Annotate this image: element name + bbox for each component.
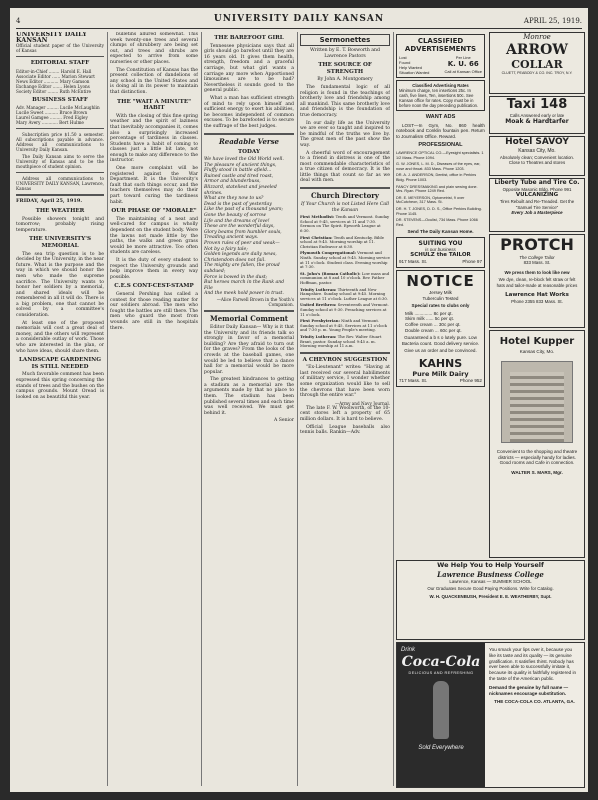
notice-milk-ad: NOTICE Jersey Milk Tuberculin Tested Special rates to clubs only Milk .............. 8c per qt. Skim milk ...... 5c per qt. Coffee cream ... 30c per qt. Double cream ... 60c per qt. Guaranteed a b s o lutely pure. Low Bacteria count. Good delivery service. Give us an order and be convinced. KAHNS Pure Milk Dairy 717 Mass. St. Phone 952 <box>396 270 485 387</box>
church-entry: Trinity Lutheran: The Rev. Walter Stuart Brant, pastor. Sunday school 9:45 a. m. Morning worship at 11 a.m. <box>300 333 382 349</box>
running-header <box>16 12 582 29</box>
editorial-staff-list: Editor-in-Chief ........ Harold E. Hall Associate Editor ...... Marion Stewart News Editor ........... Mary Gamson Exchange Editor ....... Helen Lyons Society Editor ........ Ruth McEntire <box>16 68 95 94</box>
schulz-tailor-ad: SUITING YOU is our business SCHULZ the TAILOR 917 Mass. St. Phone 97 <box>396 237 485 268</box>
church-entry: St. John's (Roman Catholic): Low mass and communion at 8 and 10 o'clock. Rev. Father Hoffman, pastor. <box>300 270 390 285</box>
verse-body: We have loved the Old World well. The pleasure of ancient things, Fluffy stood in battle afield... Ruined castle and tired roast, Armor and blunderbuss, Blizzard, stateliest and jeweled shrines. What are they now to us? Dead is the past of yesterday Like the past of a thousand years; Gone the beauty of sorrow Life and the dreams of love! These are the wonderful days, Glory beams from humbler souls, Treading ancient ways. Proven rules of peer and weak— Not by a fairy tale; Golden legends are daily news, Christendom does not fail. The mighty are fallen, the proud subdued; Force is bowed in the dust; But heroes march in the Rank and File And the meek hold power in trust. <box>204 157 285 297</box>
sermonettes-heading: Sermonettes <box>300 34 390 46</box>
weather-text: Possible showers tonight and tomorrow; probably rising temperature. <box>16 216 104 233</box>
memorial-text-2: At least one of the proposed memorials will cost a great deal of money, and the others will represent a considerable outlay of work. Those who are interested in the plan, or who have ideas, should share them. <box>16 320 104 354</box>
chevron-text-2: The late F. W. Woolworth, of the 10-cent stores left a property of 65 million dollars. It is hard to believe. <box>300 405 390 423</box>
landscape-heading: LANDSCAPE GARDENING IS STILL NEEDED <box>19 357 101 370</box>
memorial-comment-sign: A Senior <box>273 418 294 424</box>
source-text: The fundamental logic of all religion is found in the teachings of brotherly love and friendship among all mankind. This same brotherly love and friendship is the foundation of true democracy. <box>300 84 390 118</box>
contest-heading: C.E.S CONT-CEST-STAMP <box>114 283 194 290</box>
landscape-text: Much favorable comment has been expressed this spring concerning the stands of trees and the bushes on the campus grounds. Mount Oread is looked on as beautiful this year. <box>16 372 104 400</box>
business-college-ad: We Help You to Help Yourself Lawrence Business College Lawrence, Kansas — SUMMER SCHOOL Our Graduates Secure Good Paying Positions. Write for Catalog. W. H. QUACKENBUSH, President E. E. WEATHERBY, Supt. <box>396 560 585 640</box>
memorial-comment-text-2: The greatest hindrances to getting a stadium as a memorial are the arguments made by that no place to them. The stadium has been published several times and each time was well received. We must get behind it. <box>204 377 294 416</box>
hotel-building-image <box>501 361 573 443</box>
business-staff-heading: BUSINESS STAFF <box>32 96 88 103</box>
coca-cola-copy: You smack your lips over it, because you like its taste and its quality — its genuine gratification. It satisfies thirst. Nobody has ever been able to successfully imitate it, because its quality is faithfully registered in the taste of the American public. <box>489 647 577 681</box>
chevron-text-3: Official League baseballs also tennis balls. Rankin—Adv. <box>300 424 390 436</box>
professional-list: LAWRENCE OPTICAL CO.—Eyesight specialists. 1 1/2 Mass. Phone 1094. G. W. JONES, L. M. D., Diseases of the eyes, ear, nose and throat. 833 Mass. Phone 1203. DR. A. J. ANDERSON, Dentist, office in Perkins Bldg. Phone 1003. FANCY DRESSMAKING and plain sewing done. Mrs. Ryan. Phone 1249 Red. DR. E. MEYERSON, Optometrist, 9 over McCutcheon, 317 Mass. St. DR. H. T. JONES, D. D. S., Office Perkins Building. Phone 1145. DR. STEVENS—Oculist, 734 Mass. Phone 1066 Red. <box>396 150 484 227</box>
habit-text: With the closing of this fine spring weather and the spirit of laziness that inevitably accompanies it, comes also a surprisingly increased percentage of tardiness in classes. Students have a habit of coming to classes just a little bit late, not enough to make any difference to the instructor. <box>110 113 198 164</box>
barefoot-text-2: What a man has sufficient strength of mind to rely upon himself and sufficient energy to exert his abilities, he becomes independent of common excuses. To be barefooted is to secure the suffrage of the best judges. <box>204 95 294 129</box>
newspaper-name: UNIVERSITY DAILY KANSAN <box>213 14 385 24</box>
chevron-credit: —Army and Navy Journal. <box>334 400 390 406</box>
business-staff-list: Adv. Manager ......... Lucile McLaughlin Lucile Sweet .......... Bruce Brown Laurel Gamgee ......... Fred Eigley Mary Avery ............ Bert Hulme <box>16 105 100 126</box>
protch-tailor-ad: PROTCH The College Tailor 833 Mass. St. We press them to look like new We dye, clean, re-block felt straw or felt hats and tailor-made at reasonable prices Lawrence Hat Works Phone 2355 833 Mass. St. <box>489 234 585 328</box>
church-directory-heading: Church Directory <box>310 191 380 201</box>
intro-text-2: The Constitution of Kansas has the present collection of dandelions of any school in the United States and is doing all in its power to maintain that distinction. <box>110 67 198 95</box>
memorial-comment-text: Editor Daily Kansan— Why is it that the University and its friends talk so strongly in favor of a memorial building? Are they afraid to turn out for the graves? From the looks of the crowds at the baseball games, one would be led to believe that a dance hall for a memorial would be more popular. <box>204 324 294 375</box>
church-entry: Trinity Lutheran: Thirteenth and New Hampshire. Sunday school at 9:45. Morning services at 11 o'clock. Luther League at 6:30. <box>300 286 389 301</box>
newspaper-page <box>10 8 588 792</box>
masthead-title: UNIVERSITY DAILY KANSAN <box>16 32 87 44</box>
memorial-comment-heading: Memorial Comment <box>209 313 289 323</box>
memorial-text: The sea trip question is to be decided by the University, in the near future. What is the purpose and the way in which we should honor the men who made the supreme sacrifice. The University wants to honor her soldiers by a memorial, and shared ideals will be remembered in all it will do. There is a big problem, one that cannot be solved by a committee's consideration. <box>16 251 104 319</box>
classified-categories: Lost Found Help Wanted Situation Wanted <box>399 55 430 75</box>
column-2 <box>110 32 198 786</box>
coca-cola-logo: Coca-Cola <box>401 654 481 670</box>
source-heading: THE SOURCE OF STRENGTH <box>318 62 372 75</box>
church-entry: First Methodist: Tenth and Vermont. Sunday School at 9:45, services at 11 and 7:30. Sermon on The Spirit. Epworth League at 6:30. <box>300 214 390 234</box>
classified-contact: Per Line K. U. 66 Call at Kansan Office <box>444 55 482 74</box>
church-entry: First Presbyterian: Ninth and Vermont. Sunday school at 9:45. Services at 11 o'clock and 7:30 p. m. Young People's meeting. <box>300 318 387 333</box>
hotel-savoy-ad: Hotel SAVOY Kansas City, Mo. Absolutely clean; Convenient location. Close to Theatres and stores <box>489 136 585 176</box>
chevron-heading: A CHEVRON SUGGESTION <box>302 356 388 363</box>
classified-box <box>396 34 485 78</box>
morale-text-2: It is the duty of every student to respect the University grounds and help improve them in every way possible. <box>110 257 198 280</box>
source-text-2: In our daily life as the University we are ever so taught and inspired to be mindful of the truths we live by. The great men of the past show the way. <box>300 120 390 148</box>
source-byline: By John A. Montgomery <box>317 77 373 83</box>
today-heading: TODAY <box>238 148 260 155</box>
intro-text: bulletins allured somewhat. This week twenty-one trees and several clumps of shrubbery are being set out, and trees and shrubs are expected to arrive from some nurseries or other places. <box>110 32 198 65</box>
liberty-tire-ad: Liberty Tube and Tire Co. Opposite Masonic Bldg. Phone 991 VULCANIZING Tires Rebuilt and Re-Treaded. Get the "Samuel Tire Service" Every Job a Masterpiece <box>489 178 585 232</box>
send-home-note: Send The Daily Kansan Home. <box>407 229 474 235</box>
habit-heading: THE "WAIT A MINUTE" HABIT <box>117 98 191 112</box>
page-number: 4 <box>16 17 21 25</box>
bulletin-note: The Daily Kansan aims to serve the University of Kansas and to be the mouthpiece of student opinion. <box>16 154 104 170</box>
chevron-text: "Ex-Lieutenant" writes: "Having at last received our several habiliments of military service, I wonder whether some organization would like to sell the chevrons that have been worn through the entire war." <box>300 365 390 399</box>
verse-credit: —Alice Farwell Brown in the Youth's Companion. <box>216 296 294 307</box>
subscription-note: Subscription price $1.50 a semester. All subscriptions payable in advance. Address all communications to University Daily Kansan. <box>16 132 104 153</box>
want-ads-text: LOST—In Gym, No. 860 health notebook and Conklin fountain pen. Return to Journalism Office. Reward. <box>396 122 485 139</box>
morale-heading: OUR PHASE OF "MORALE" <box>111 208 197 215</box>
column-4 <box>300 32 390 786</box>
morale-text: The maintaining of a neat and well-cared for campus is wholly dependent on the student body. Were the lawns not made little by the paths, the walks and green grass would be more attractive. Too often students are careless. <box>110 216 198 256</box>
barefoot-text: Tennessee physicians says that all girls should go barefoot until they are 16 years old. It gives them health, strength, freedom and a graceful carriage, but what girl wants a carriage any more when Apportioned limousines are to be had? Nevertheless it sounds good to the general public. <box>204 43 294 94</box>
barefoot-heading: THE BAREFOOT GIRL <box>214 35 284 41</box>
professional-heading: PROFESSIONAL <box>418 142 463 149</box>
masthead-official: Official student paper of the University of Kansas <box>16 43 104 54</box>
want-ads-heading: WANT ADS <box>425 114 456 120</box>
editorial-staff-heading: EDITORIAL STAFF <box>30 60 90 67</box>
readable-verse-heading: Readable Verse <box>218 136 279 146</box>
contest-text: General Pershing has called a contest for those reading matter for our soldiers abroad. The men who fought the battles are still there. The men who guard the most from wounds are still in the hospitals there. <box>110 291 198 331</box>
column-3 <box>204 32 294 786</box>
taxi-ad: Taxi 148 Calls Answered early or late Moak & Hardtarfer <box>489 96 585 134</box>
habit-text-2: One more complaint will be registered against the War Department. It is the University's fault that such things occur, and the teachers themselves may do their part toward curing the tardiness habit. <box>110 166 198 205</box>
church-entry: Plymouth Congregational: Vermont and Ninth. Sunday school at 9:45. Morning service at 11 o'clock. Student class. Evening worship at 7:30. <box>300 250 390 270</box>
source-text-3: A cheerful word of encouragement to a friend in distress is one of the most commendable characteristics of a true citizen of democracy. It is the little things that count so far as we deal with men. <box>300 150 390 184</box>
classified-rates-box: Classified Advertising Rates Minimum charge, ten insertions 25c. In cash, five lines, Ten, insertions 50c. See Kansan office for rates. Copy must be in before noon the day preceding publication. <box>396 80 485 111</box>
editorial-date: FRIDAY, April 25, 1919. <box>16 198 83 205</box>
classified-title: CLASSIFIED ADVERTISEMENTS <box>404 37 477 53</box>
church-entry: First Christian: Tenth and Kentucky. Bible school at 9:45. Morning worship at 11. Christian Endeavor at 6:30. <box>300 234 384 249</box>
sermonettes-byline: Written by E. T. Bosworth and Lawrence Pastors <box>310 48 380 59</box>
memorial-heading: THE UNIVERSITY'S MEMORIAL <box>28 236 92 249</box>
column-1 <box>16 32 104 786</box>
church-list <box>300 215 390 348</box>
coca-cola-ad: Drink Coca-Cola DELICIOUS AND REFRESHING Sold Everywhere You smack your lips over it, because you like its taste and its quality — its genuine gratification. It satisfies thirst. Nobody has ever been able to successfully imitate it, because its quality is faithfully registered in the taste of the American public. Demand the genuine by full name — nicknames encourage substitution. THE COCA-COLA CO. ATLANTA, GA. <box>396 642 585 788</box>
church-entry: United Brethren: Seventeenth and Vermont. Sunday school at 9:30. Preaching services at 11 o'clock. <box>300 302 389 317</box>
bottle-icon <box>433 681 449 739</box>
address-note: Address all communications to UNIVERSITY DAILY KANSAN, Lawrence, Kansas <box>16 176 104 192</box>
arrow-collar-ad: Monroe ARROW COLLAR CLUETT, PEABODY & CO. INC. TROY, N.Y. <box>489 32 585 94</box>
church-directory-sub: If Your Church is not Listed Here Call the Kansan <box>300 202 390 213</box>
issue-date: APRIL 25, 1919. <box>523 17 582 25</box>
hotel-kupper-ad: Hotel Kupper Kansas City, Mo. Convenient to the shopping and theatre districts — especially handy for ladies. Good rooms and Cafe in connection. WALTER S. MARS, Mgr. <box>489 330 585 558</box>
weather-heading: THE WEATHER <box>35 207 85 214</box>
